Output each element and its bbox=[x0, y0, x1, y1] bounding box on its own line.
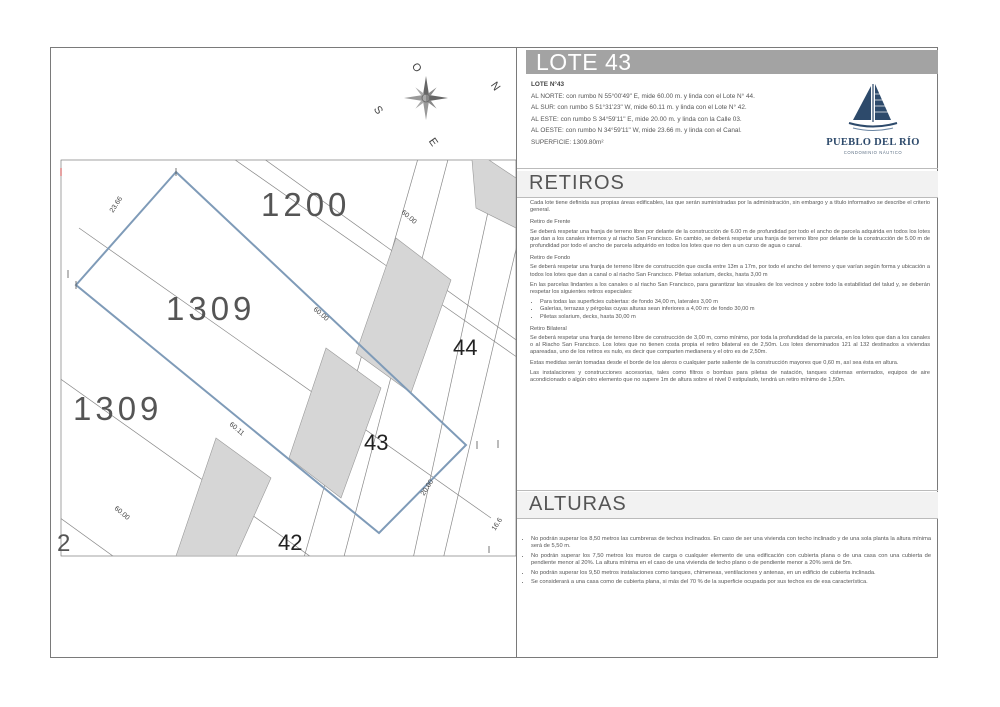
list-item: • Galerías, terrazas y pérgolas cuyas alturas sean inferiores a 4,00 m: de fondo 30,00 m bbox=[540, 306, 930, 313]
sailboat-logo-icon bbox=[813, 78, 933, 136]
alturas-list bbox=[523, 536, 931, 586]
lot-number-42: 42 bbox=[278, 530, 303, 555]
block-label-1309-lower: 1309 bbox=[73, 390, 163, 427]
lot-title: LOTE 43 bbox=[536, 49, 632, 75]
dimension-west: 23.66 bbox=[108, 195, 125, 215]
dimension-lot42: 60.00 bbox=[112, 505, 131, 522]
compass-o-label: O bbox=[408, 60, 424, 75]
logo-brand: PUEBLO DEL RÍO bbox=[826, 137, 920, 148]
dimension-north: 60.00 bbox=[311, 306, 330, 323]
alturas-bottom-rule bbox=[517, 518, 938, 519]
alturas-body bbox=[523, 536, 931, 588]
info-panel bbox=[517, 48, 938, 657]
lot-title-bar bbox=[526, 50, 938, 74]
lot-east-boundary: AL ESTE: con rumbo S 34°59'11" E, mide 20.00 m. y linda con la Calle 03. bbox=[531, 115, 742, 123]
logo-subtitle: CONDOMINIO NÁUTICO bbox=[843, 150, 903, 155]
block-label-1309-upper: 1309 bbox=[166, 290, 256, 327]
lot-heading: LOTE N°43 bbox=[531, 81, 565, 88]
list-item: • No podrán superar los 7,50 metros los muros de carga o cualquier elemento de una edificación con cubierta plana o de una casa con una cubierta de pendiente menor al 20%. La altura mínima en el caso de una vivienda de techo plano o de pendiente menor a 20% será de 5m. bbox=[531, 553, 931, 568]
alturas-title: ALTURAS bbox=[529, 493, 627, 515]
retiro-bilateral-heading: Retiro Bilateral bbox=[530, 325, 567, 332]
lot-south-boundary: AL SUR: con rumbo S 51°31'23" W, mide 60.11 m. y linda con el Lote N° 42. bbox=[531, 104, 747, 112]
retiro-fondo-list bbox=[530, 299, 930, 321]
retiros-body bbox=[530, 200, 930, 387]
alturas-top-rule bbox=[517, 490, 938, 491]
retiros-intro: Cada lote tiene definida sus propias áreas edificables, las que serán suministradas por la administración, sin embargo y a título informativo se describe el criterio general. bbox=[530, 200, 930, 214]
retiro-fondo-text-2: En las parcelas lindantes a los canales o al riacho San Francisco, para garantizar las visuales de los vecinos y sobre todo la estabilidad del talud y, se deberán respetar los siguientes retiros especiales: bbox=[530, 281, 930, 296]
dimension-south: 60.11 bbox=[227, 421, 246, 438]
lot-number-43: 43 bbox=[364, 430, 389, 455]
list-item: • Se considerará a una casa como de cubierta plana, si más del 70 % de la superficie ocupada por sus techos es de esa característica. bbox=[531, 579, 931, 586]
retiro-bilateral-text-3: Las instalaciones y construcciones accesorias, tales como filtros o bombas para piletas de natación, tanques cisternas enterrados, equipos de aire acondicionado o algún otro elemento que no supere 1m de altura sobre el nivel 0 estipulado, tendrá un retiro mínimo de 1,50m. bbox=[530, 369, 930, 384]
retiros-bottom-rule bbox=[517, 197, 938, 198]
dimension-edge: 16.6 bbox=[490, 516, 505, 533]
compass-e-label: E bbox=[425, 135, 441, 149]
retiro-bilateral-text-2: Estas medidas serán tomadas desde el borde de los aleros o cualquier parte saliente de la construcción mayores que 0,60 m, así sea ésta en altura. bbox=[530, 359, 899, 366]
compass-s-label: S bbox=[370, 103, 386, 117]
list-item: • Piletas solarium, decks, hasta 30,00 m bbox=[540, 314, 930, 321]
lot-north-boundary: AL NORTE: con rumbo N 55°00'49" E, mide 60.00 m. y linda con el Lote N° 44. bbox=[531, 92, 755, 100]
retiro-fondo-text: Se deberá respetar una franja de terreno libre de construcción que oscila entre 13m a 17m, por todo el ancho del terreno y que varían según forma y ubicación a todos los lotes que dan a canal o al riacho San Francisco. Piletas solarium, decks, hasta 3,00 m bbox=[530, 264, 930, 278]
compass-rose-icon bbox=[404, 76, 448, 120]
list-item: • No podrán superar los 8,50 metros las cumbreras de techos inclinados. En caso de ser una vivienda con techo inclinado y de una sola planta la altura mínima será de 5,50 m. bbox=[531, 536, 931, 551]
dimension-lot44: 60.00 bbox=[399, 209, 418, 226]
retiro-fondo-heading: Retiro de Fondo bbox=[530, 255, 571, 262]
list-item: • Para todas las superficies cubiertas: de fondo 34,00 m, laterales 3,00 m bbox=[540, 299, 930, 306]
logo bbox=[813, 78, 933, 158]
retiro-frente-heading: Retiro de Frente bbox=[530, 219, 571, 226]
lot-description bbox=[531, 79, 811, 149]
block-label-2: 2 bbox=[57, 530, 71, 557]
list-item: • No podrán superar los 9,50 metros instalaciones como tanques, chimeneas, ventilaciones y antenas, en un edificio de cubierta inclinada. bbox=[531, 570, 931, 577]
lot-west-boundary: AL OESTE: con rumbo N 34°59'11" W, mide 23.66 m. y linda con el Canal. bbox=[531, 127, 742, 135]
dimension-east: 20.00 bbox=[419, 478, 436, 498]
site-plan bbox=[51, 48, 516, 657]
retiros-top-rule bbox=[517, 168, 938, 169]
retiros-title: RETIROS bbox=[529, 172, 625, 194]
block-label-1200: 1200 bbox=[261, 186, 351, 223]
site-plan-drawing bbox=[51, 48, 516, 657]
retiros-header bbox=[517, 171, 938, 197]
alturas-header bbox=[517, 492, 938, 518]
retiro-frente-text: Se deberá respetar una franja de terreno libre por delante de la construcción de 6.00 m de profundidad por todo el ancho de parcela adquirida en todos los lotes que dan a los canales internos y al riacho San Francisco. En cambio, se deberá respetar una franja de terreno libre por delante de la construcción de 5.00 m de profundidad por todo el ancho de parcela adquirido en todos los lotes que no den a un curso de agua o canal. bbox=[530, 228, 930, 250]
lot-area: SUPERFICIE: 1309.80m² bbox=[531, 138, 604, 146]
lot-number-44: 44 bbox=[453, 335, 478, 360]
retiro-bilateral-text: Se deberá respetar una franja de terreno libre de construcción de 3,00 m, como mínimo, por toda la profundidad de la parcela, en los lotes que dan a los canales o al Riacho San Francisco. Los lotes que no tienen costa propia el retiro bilateral es de 2,50m. Los lotes denominados 121 al 132 destinados a viviendas apareadas, uno de los retiros es nulo, es decir que comparten medianera y el otro es de 2,50m. bbox=[530, 335, 930, 356]
compass-n-label: N bbox=[487, 79, 503, 94]
